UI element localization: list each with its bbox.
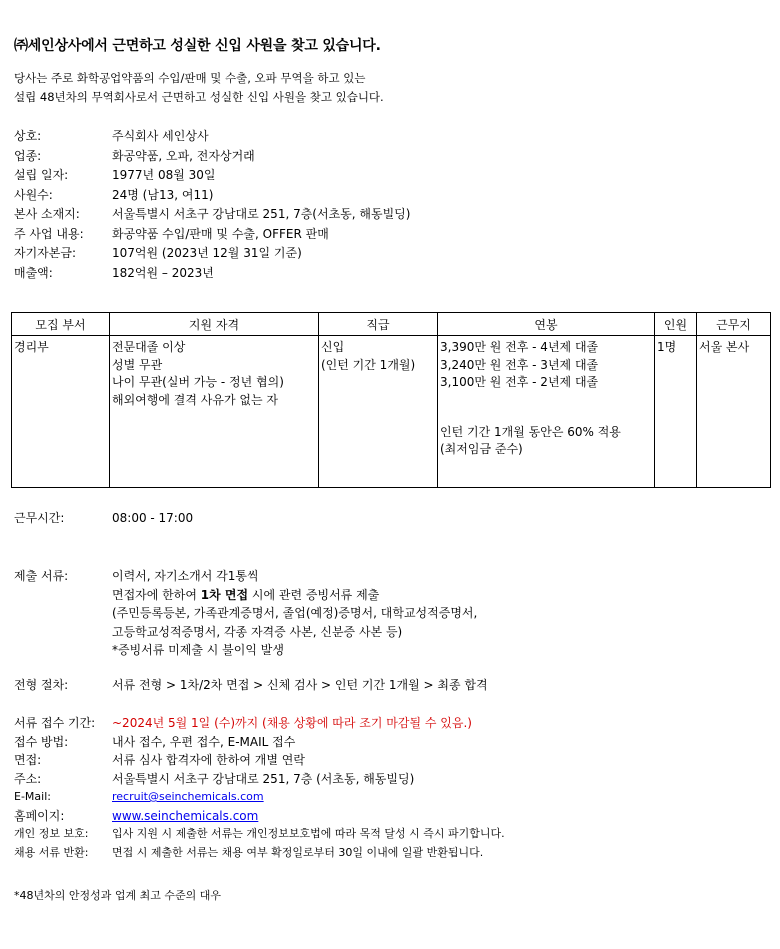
method-value: 내사 접수, 우편 접수, E-MAIL 접수 <box>112 734 296 749</box>
qualification-line: 나이 무관(실버 가능 - 정년 협의) <box>112 375 284 389</box>
hours-value: 08:00 - 17:00 <box>112 511 194 525</box>
salary-line: 3,240만 원 전후 - 3년제 대졸 <box>440 357 599 372</box>
location-text: 서울 본사 <box>699 340 750 354</box>
header-count: 인원 <box>655 313 697 336</box>
table-row <box>12 336 771 488</box>
intro-text <box>14 69 384 106</box>
hours-label: 근무시간: <box>14 511 65 525</box>
cell-qualifications <box>110 336 319 488</box>
process-label: 전형 절차: <box>14 678 69 692</box>
header-salary: 연봉 <box>438 313 655 336</box>
return-label: 채용 서류 반환: <box>14 845 89 859</box>
table-header-row <box>12 313 771 336</box>
info-label: 자기자본금: <box>14 246 77 260</box>
method-label: 접수 방법: <box>14 734 69 749</box>
info-label: 사원수: <box>14 187 53 202</box>
intro-line: 설립 48년차의 무역회사로서 근면하고 성실한 신입 사원을 찾고 있습니다. <box>14 89 384 104</box>
cell-salary <box>438 336 655 488</box>
header-rank: 직급 <box>319 313 438 336</box>
info-value: 화공약품, 오파, 전자상거래 <box>112 148 255 163</box>
interview-label: 면접: <box>14 753 42 767</box>
salary-line: 3,100만 원 전후 - 2년제 대졸 <box>440 375 599 389</box>
header-qualifications: 지원 자격 <box>110 313 319 336</box>
info-label: 업종: <box>14 148 42 163</box>
email-link[interactable]: recruit@seinchemicals.com <box>112 790 264 803</box>
documents-line: 고등학교성적증명서, 각종 자격증 사본, 신분증 사본 등) <box>112 624 403 639</box>
cell-rank <box>319 336 438 488</box>
info-label: 상호: <box>14 129 42 143</box>
documents-line: (주민등록등본, 가족관계증명서, 졸업(예정)증명서, 대학교성적증명서, <box>112 606 478 620</box>
intro-line: 당사는 주로 화학공업약품의 수입/판매 및 수출, 오파 무역을 하고 있는 <box>14 71 366 85</box>
documents-bold-text: 1차 면접 <box>200 587 249 602</box>
documents-line: 이력서, 자기소개서 각1통씩 <box>112 569 259 583</box>
rank-line: (인턴 기간 1개월) <box>321 357 416 372</box>
info-value: 107억원 (2023년 12월 31일 기준) <box>112 246 302 260</box>
cell-dept <box>12 336 110 488</box>
header-location: 근무지 <box>697 313 771 336</box>
info-value: 1977년 08월 30일 <box>112 168 216 182</box>
address-value: 서울특별시 서초구 강남대로 251, 7층 (서초동, 해동빌딩) <box>112 771 415 786</box>
email-label: E-Mail: <box>14 790 51 803</box>
count-text: 1명 <box>657 340 677 354</box>
deadline-value: ~2024년 5월 1일 (수)까지 (채용 상황에 따라 조기 마감될 수 있음.) <box>112 716 472 730</box>
deadline-label: 서류 접수 기간: <box>14 716 96 730</box>
cell-location <box>697 336 771 488</box>
homepage-label: 홈페이지: <box>14 808 65 823</box>
footnote: *48년차의 안정성과 업계 최고 수준의 대우 <box>14 889 221 902</box>
info-value: 182억원 – 2023년 <box>112 265 214 280</box>
process-value: 서류 전형 > 1차/2차 면접 > 신체 검사 > 인턴 기간 1개월 > 최종 합격 <box>112 678 488 692</box>
address-label: 주소: <box>14 771 42 786</box>
documents-line <box>112 586 477 605</box>
qualification-line: 성별 무관 <box>112 357 163 372</box>
info-value: 주식회사 세인상사 <box>112 129 209 143</box>
salary-note-line: (최저임금 준수) <box>440 442 523 456</box>
documents-text: 면접자에 한하여 <box>112 587 201 602</box>
info-label: 본사 소재지: <box>14 207 80 221</box>
salary-note-line: 인턴 기간 1개월 동안은 60% 적용 <box>440 424 621 439</box>
privacy-value: 입사 지원 시 제출한 서류는 개인정보보호법에 따라 목적 달성 시 즉시 파기합니다. <box>112 827 505 840</box>
header-dept: 모집 부서 <box>12 313 110 336</box>
rank-line: 신입 <box>321 340 345 354</box>
page-title: ㈜세인상사에서 근면하고 성실한 신입 사원을 찾고 있습니다. <box>14 38 381 54</box>
info-label: 설립 일자: <box>14 168 69 182</box>
cell-count <box>655 336 697 488</box>
homepage-link[interactable]: www.seinchemicals.com <box>112 808 259 823</box>
interview-value: 서류 심사 합격자에 한하여 개별 연락 <box>112 753 305 767</box>
documents-text: 시에 관련 증빙서류 제출 <box>248 587 380 602</box>
dept-text: 경리부 <box>14 340 49 354</box>
return-value: 면접 시 제출한 서류는 채용 여부 확정일로부터 30일 이내에 일괄 반환됩니다. <box>112 845 484 859</box>
info-label: 매출액: <box>14 265 53 280</box>
info-label: 주 사업 내용: <box>14 226 84 241</box>
recruitment-table <box>11 312 771 488</box>
info-value: 화공약품 수입/판매 및 수출, OFFER 판매 <box>112 226 329 241</box>
documents-note: *증빙서류 미제출 시 불이익 발생 <box>112 643 284 657</box>
info-value: 서울특별시 서초구 강남대로 251, 7층(서초동, 해동빌딩) <box>112 207 411 221</box>
documents-label: 제출 서류: <box>14 569 69 583</box>
qualification-line: 전문대졸 이상 <box>112 340 186 354</box>
documents-list <box>112 567 477 660</box>
privacy-label: 개인 정보 보호: <box>14 827 89 840</box>
info-value: 24명 (남13, 여11) <box>112 187 214 202</box>
salary-line: 3,390만 원 전후 - 4년제 대졸 <box>440 340 599 354</box>
qualification-line: 해외여행에 결격 사유가 없는 자 <box>112 392 278 407</box>
